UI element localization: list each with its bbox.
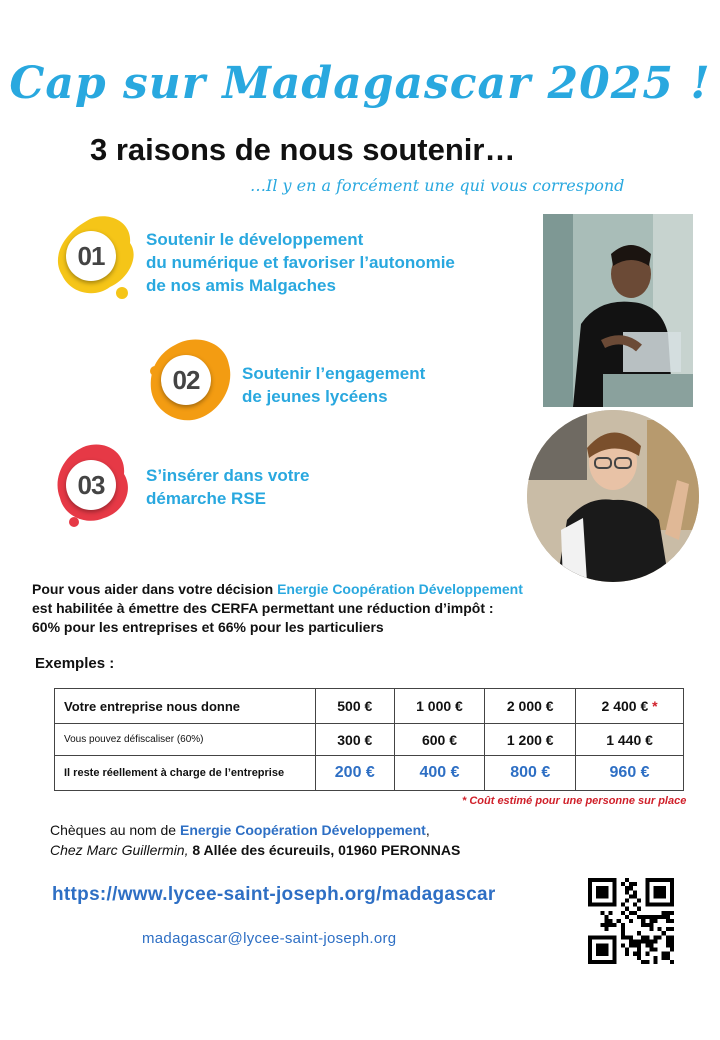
reason-line: S’insérer dans votre bbox=[146, 466, 310, 485]
cheque-address: 8 Allée des écureuils, 01960 PERONNAS bbox=[188, 842, 461, 858]
info-text: est habilitée à émettre des CERFA permettant une réduction d’impôt : bbox=[32, 600, 494, 616]
reason-text-03 bbox=[146, 464, 309, 510]
reason-line: de jeunes lycéens bbox=[242, 387, 388, 406]
table-cell: 200 € bbox=[316, 756, 395, 791]
student-working-photo bbox=[543, 214, 693, 407]
table-cell: 1 000 € bbox=[394, 689, 485, 724]
student-smiling-photo bbox=[527, 410, 699, 582]
table-row bbox=[55, 724, 684, 756]
reason-line: démarche RSE bbox=[146, 489, 266, 508]
org-name: Energie Coopération Développement bbox=[179, 822, 426, 838]
reason-badge-01 bbox=[50, 213, 138, 301]
reason-text-01 bbox=[146, 228, 455, 297]
cell-value: 2 400 € bbox=[601, 698, 649, 714]
reason-badge-03 bbox=[50, 442, 138, 530]
reason-line: Soutenir l’engagement bbox=[242, 364, 426, 383]
table-cell: 500 € bbox=[316, 689, 395, 724]
table-cell: 600 € bbox=[394, 724, 485, 756]
reason-line: Soutenir le développement bbox=[146, 230, 364, 249]
table-cell: 960 € bbox=[576, 756, 684, 791]
row-label: Il reste réellement à charge de l’entreprise bbox=[55, 756, 316, 791]
row-label: Vous pouvez défiscaliser (60%) bbox=[55, 724, 316, 756]
table-row bbox=[55, 756, 684, 791]
table-cell: 2 000 € bbox=[485, 689, 576, 724]
cheque-recipient: Chez Marc Guillermin, bbox=[50, 842, 189, 858]
examples-table bbox=[54, 688, 684, 791]
page-title: Cap sur Madagascar 2025 ! bbox=[9, 58, 711, 109]
website-link[interactable]: https://www.lycee-saint-joseph.org/madagascar bbox=[52, 884, 496, 905]
row-label: Votre entreprise nous donne bbox=[55, 689, 316, 724]
asterisk: * bbox=[652, 698, 658, 714]
table-cell: 1 440 € bbox=[576, 724, 684, 756]
table-cell: 800 € bbox=[485, 756, 576, 791]
info-text: Pour vous aider dans votre décision bbox=[32, 581, 278, 597]
tax-info-paragraph bbox=[32, 580, 523, 637]
examples-label: Exemples : bbox=[35, 655, 115, 672]
reason-number: 02 bbox=[161, 355, 211, 405]
email-link[interactable]: madagascar@lycee-saint-joseph.org bbox=[142, 930, 397, 947]
reason-number: 03 bbox=[66, 460, 116, 510]
table-row bbox=[55, 689, 684, 724]
tagline: …Il y en a forcément une qui vous correspond bbox=[250, 176, 625, 195]
table-cell bbox=[576, 689, 684, 724]
reason-line: du numérique et favoriser l’autonomie bbox=[146, 253, 455, 272]
reason-number: 01 bbox=[66, 231, 116, 281]
cheque-text: Chèques au nom de bbox=[50, 822, 180, 838]
cheque-info bbox=[50, 820, 460, 860]
table-cell: 1 200 € bbox=[485, 724, 576, 756]
cost-note: * Coût estimé pour une personne sur place bbox=[462, 795, 687, 807]
qr-code-icon[interactable] bbox=[588, 878, 674, 964]
table-cell: 400 € bbox=[394, 756, 485, 791]
reason-badge-02 bbox=[145, 337, 233, 425]
table-cell: 300 € bbox=[316, 724, 395, 756]
reason-line: de nos amis Malgaches bbox=[146, 276, 336, 295]
page-subtitle: 3 raisons de nous soutenir… bbox=[90, 132, 516, 167]
cheque-text: , bbox=[425, 822, 430, 838]
student-smiling-illustration bbox=[527, 410, 699, 582]
reason-text-02 bbox=[242, 362, 425, 408]
student-working-illustration bbox=[543, 214, 693, 407]
info-text: 60% pour les entreprises et 66% pour les particuliers bbox=[32, 619, 384, 635]
org-name: Energie Coopération Développement bbox=[277, 581, 523, 597]
